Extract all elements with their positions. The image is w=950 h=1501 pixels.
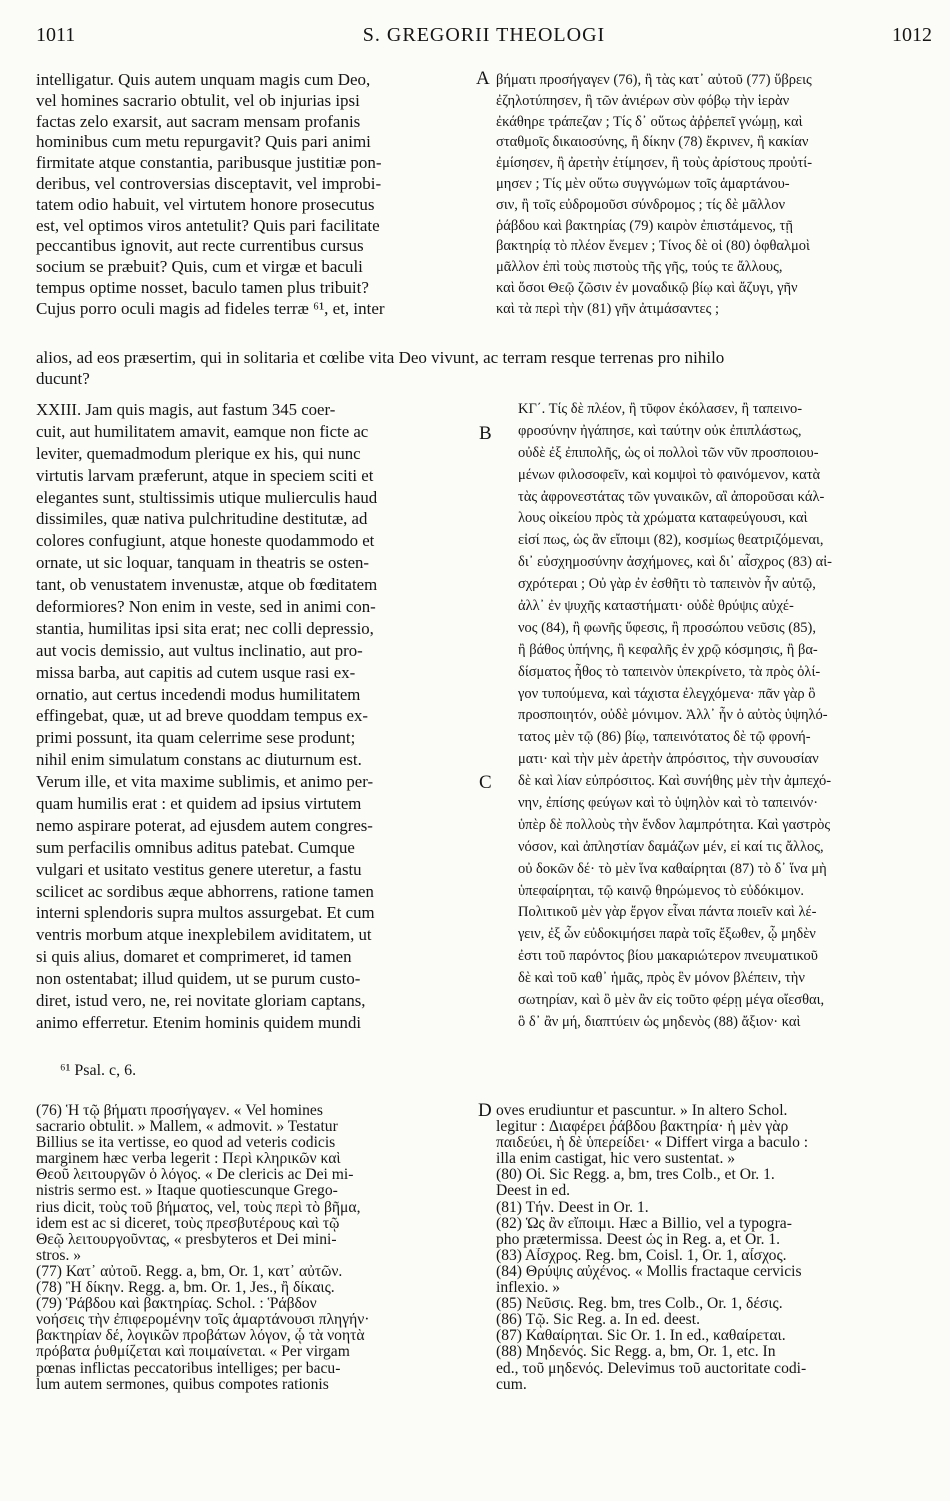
text-line: μένων φιλοσοφεῖν, καὶ κομψοὶ τὸ φαινόμενον, κατὰ bbox=[518, 466, 821, 483]
text-line: tempus optime nosset, baculo tamen plus tribuit? bbox=[36, 277, 369, 297]
text-line: οὐδὲ ἐξ ἐπιπολῆς, ὡς οἱ πολλοὶ τῶν νῦν προσποιου- bbox=[518, 444, 819, 461]
text-line: ornatio, aut certus incedendi modus humilitatem bbox=[36, 684, 361, 704]
page-number-right: 1012 bbox=[892, 24, 932, 46]
note-line: idem est ac si diceret, τοὺς πρεσβυτέρους καὶ τῷ bbox=[36, 1215, 340, 1232]
note-line: (78) Ἢ δίκην. Regg. a, bm. Or. 1, Jes., ἢ δίκαις. bbox=[36, 1280, 335, 1297]
text-line: Cujus porro oculi magis ad fideles terræ ⁶¹, et, inter bbox=[36, 298, 385, 318]
text-line: nihil enim simulatum constans ac diuturnum est. bbox=[36, 750, 362, 770]
text-line: firmitate atque constantia, paribusque justitiæ pon- bbox=[36, 153, 382, 173]
section-marker-a: A bbox=[476, 68, 490, 89]
note-line: sacrario obtulit. » Mallem, « admovit. » Testatur bbox=[36, 1119, 338, 1136]
text-line: καὶ τὰ περὶ τὴν (81) γῆν ἀτιμάσαντες ; bbox=[496, 300, 720, 317]
text-line: δι᾽ εὐσχημοσύνην ἀσχήμονες, καὶ δι᾽ αἶσχρος (83) αἰ- bbox=[518, 554, 832, 571]
footnote-61: ⁶¹ Psal. c, 6. bbox=[60, 1062, 137, 1079]
text-line: γον τυπούμενα, καὶ τάχιστα ἐλεγχόμενα· πᾶν γὰρ ὃ bbox=[518, 685, 816, 702]
note-line: πρόβατα ῥυθμίζεται καὶ ποιμαίνεται. « Per virgam bbox=[36, 1344, 350, 1361]
text-line: δίσματος ἦθος τὸ ταπεινὸν ὑπεκρίνετο, τὰ πρὸς ὀλί- bbox=[518, 663, 821, 680]
text-line: ἐκάθηρε τράπεζαν ; Τίς δ᾽ οὕτως ἀῤῥεπεῖ γνώμῃ, καὶ bbox=[496, 113, 803, 130]
text-line: interni splendoris supra multos assurgebat. Et cum bbox=[36, 903, 375, 923]
text-line: hominibus cum metu repurgavit? Quis pari animi bbox=[36, 132, 371, 152]
text-line: missa barba, aut capitis ad cutem usque rasi ex- bbox=[36, 662, 356, 682]
text-line: ὑπὲρ δὲ πολλοὺς τὴν ἔνδον λαμπρότητα. Καὶ γαστρὸς bbox=[518, 816, 831, 833]
note-line: Deest in ed. bbox=[496, 1183, 571, 1200]
note-line: illa enim castigat, hic vero sustentat. » bbox=[496, 1151, 736, 1168]
text-line: animo efferretur. Etenim hominis quidem mundi bbox=[36, 1012, 361, 1032]
text-line: σταθμοῖς δικαιοσύνης, ἢ δίκην (78) ἔκρινεν, ἢ κακίαν bbox=[496, 134, 809, 151]
note-line: παιδεύει, ἡ δὲ ὑπερείδει· « Differt virga a baculo : bbox=[496, 1135, 809, 1152]
section-marker-d: D bbox=[478, 1100, 492, 1121]
text-line: cuit, aut humilitatem amavit, eamque non ficte ac bbox=[36, 421, 369, 441]
text-line: ornate, ut sic loquar, tanquam in theatris se osten- bbox=[36, 553, 369, 573]
text-line: tant, ob venustatem invenustæ, atque ob fœditatem bbox=[36, 575, 378, 595]
text-line: ῥάβδου καὶ βακτηρίας (79) καιρὸν ἐπιστάμενος, τῇ bbox=[496, 217, 793, 234]
text-line: λους οἰκείου πρὸς τὰ χρώματα καταφεύγουσι, καὶ bbox=[518, 510, 808, 527]
text-line: sum perfacilis omnibus aditus patebat. Cumque bbox=[36, 837, 355, 857]
note-line: rius dicit, τοὺς τοῦ βήματος, vel, τοὺς περὶ τὸ βῆμα, bbox=[36, 1199, 361, 1216]
text-line: ventris morbum atque inexplebilem aviditatem, ut bbox=[36, 925, 372, 945]
text-line: ducunt? bbox=[36, 368, 90, 388]
note-line: (83) Αἶσχρος. Reg. bm, Coisl. 1, Or. 1, αἶσχος. bbox=[496, 1247, 787, 1264]
text-line: tatem odio habuit, vel virtutem honore prosecutus bbox=[36, 194, 375, 214]
text-line: quam humilis erat : et quidem ad ipsius virtutem bbox=[36, 794, 362, 814]
text-line: si quis alius, domaret et comprimeret, id tamen bbox=[36, 947, 352, 967]
text-line: δὲ καὶ λίαν εὐπρόσιτος. Καὶ συνήθης μὲν τὴν ἀμπεχό- bbox=[518, 773, 832, 790]
text-line: deribus, vel controversias disceptavit, vel improbi- bbox=[36, 173, 382, 193]
note-line: ed., τοῦ μηδενός. Delevimus τοῦ auctoritate codi- bbox=[496, 1360, 807, 1377]
notes-left-column bbox=[36, 1103, 473, 1393]
note-line: cum. bbox=[496, 1376, 527, 1393]
text-line: socium se præbuit? Quis, cum et virgæ et baculi bbox=[36, 257, 363, 277]
text-line: ἀλλ᾽ ἐν ψυχῆς καταστήματι· οὐδὲ θρύψις αὐχέ- bbox=[518, 598, 794, 615]
section-marker-c: C bbox=[479, 772, 492, 793]
note-line: pho prætermissa. Deest ὡς in Reg. a, et Or. 1. bbox=[496, 1231, 781, 1248]
text-line: νην, ἐπίσης φεύγων καὶ τὸ ὑψηλὸν καὶ τὸ ταπεινόν· bbox=[518, 795, 819, 812]
latin-full-width-text bbox=[36, 348, 936, 390]
text-line: μᾶλλον ἐπὶ τοὺς πιστοὺς τῆς γῆς, τούς τε ἄλλους, bbox=[496, 259, 783, 276]
note-line: (86) Τῷ. Sic Reg. a. In ed. deest. bbox=[496, 1312, 700, 1329]
text-line: intelligatur. Quis autem unquam magis cum Deo, bbox=[36, 70, 371, 89]
text-line: alios, ad eos præsertim, qui in solitaria et cœlibe vita Deo vivunt, ac terram resque terrenas pro nihilo bbox=[36, 348, 725, 367]
note-line: lum autem sermones, quibus compotes rationis bbox=[36, 1376, 329, 1393]
text-line: νόσον, καὶ ἀπληστίαν δαμάζων μέν, εἰ καί τις ἄλλος, bbox=[518, 838, 824, 855]
text-line: factas zelo exarsit, aut sacram mensam profanis bbox=[36, 111, 361, 131]
text-line: est, vel optimos viros antetulit? Quis pari facilitate bbox=[36, 215, 380, 235]
text-line: σιν, ἢ τοῖς εὐδρομοῦσι σύνδρομος ; τίς δὲ μᾶλλον bbox=[496, 196, 786, 213]
text-line: σχρότεραι ; Οὐ γὰρ ἐν ἐσθῆτι τὸ ταπεινὸν ἦν αὐτῷ, bbox=[518, 576, 816, 593]
note-line: (76) Ἡ τῷ βήματι προσήγαγεν. « Vel homines bbox=[36, 1103, 323, 1119]
note-line: (81) Τήν. Deest in Or. 1. bbox=[496, 1199, 649, 1216]
section-marker-b: B bbox=[479, 423, 492, 444]
text-line: scilicet ac sordibus æque abhorrens, ratione tamen bbox=[36, 881, 374, 901]
text-line: βήματι προσήγαγεν (76), ἢ τὰς κατ᾽ αὐτοῦ (77) ὕβρεις bbox=[496, 72, 812, 88]
text-line: Verum ille, et vita maxime sublimis, et animo per- bbox=[36, 772, 374, 792]
text-line: ἐστι τοῦ παρόντος βίου μακαριώτερον πνευματικοῦ bbox=[518, 948, 818, 965]
text-line: ματι· καὶ τὴν μὲν ἀρετὴν ἀπρόσιτος, τὴν συνουσίαν bbox=[518, 751, 819, 768]
text-line: καὶ ὅσοι Θεῷ ζῶσιν ἐν μοναδικῷ βίῳ καὶ ἄζυγι, γῆν bbox=[496, 279, 798, 296]
note-line: stros. » bbox=[36, 1247, 82, 1264]
note-line: Billius se ita vertisse, eo quod ad veteris codicis bbox=[36, 1135, 336, 1152]
text-line: δὲ καὶ τοῦ καθ᾽ ἡμᾶς, πρὸς ἓν μόνον βλέπειν, τὴν bbox=[518, 970, 805, 987]
text-line: μησεν ; Τίς μὲν οὕτω συγγνώμων τοῖς ἁμαρτάνου- bbox=[496, 175, 790, 192]
text-line: τὰς ἀφρονεστάτας τῶν γυναικῶν, αἳ ἀποροῦσαι κάλ- bbox=[518, 488, 825, 505]
text-line: dissimiles, quæ nativa pulchritudine destitutæ, ad bbox=[36, 509, 368, 529]
text-line: diret, istud vero, ne, rei novitate gloriam captans, bbox=[36, 991, 366, 1011]
running-header bbox=[36, 20, 932, 50]
note-line: nistris sermo est. » Itaque quotiescunque Grego- bbox=[36, 1183, 338, 1200]
greek-column-a bbox=[496, 70, 936, 320]
text-line: nemo aspirare poterat, ad ejusdem autem congres- bbox=[36, 815, 373, 835]
note-line: (84) Θρύψις αὐχένος. « Mollis fractaque cervicis bbox=[496, 1263, 802, 1280]
text-line: βακτηρίᾳ τὸ πλέον ἔνεμεν ; Τίνος δὲ οἱ (80) ὀφθαλμοὶ bbox=[496, 238, 810, 255]
note-line: Θεοῦ λειτουργῶν ὁ λόγος. « De clericis ac Dei mi- bbox=[36, 1167, 354, 1184]
note-line: oves erudiuntur et pascuntur. » In altero Schol. bbox=[496, 1103, 788, 1119]
running-title: S. GREGORII THEOLOGI bbox=[362, 24, 606, 46]
text-line: leviter, quemadmodum plerique ex his, qui nunc bbox=[36, 443, 361, 463]
latin-column-b bbox=[36, 399, 473, 1034]
text-line: ΚΓ΄. Τίς δὲ πλέον, ἢ τῦφον ἐκόλασεν, ἢ ταπεινο- bbox=[518, 401, 803, 417]
text-line: vulgari et usitato vestitus genere uteretur, a fastu bbox=[36, 859, 362, 879]
note-line: Θεῷ λειτουργοῦντας, « presbyteros et Dei mini- bbox=[36, 1231, 337, 1248]
latin-column-a bbox=[36, 70, 473, 320]
note-line: (85) Νεῦσις. Reg. bm, tres Colb., Or. 1, δέσις. bbox=[496, 1296, 783, 1313]
notes-right-column bbox=[496, 1103, 936, 1393]
text-line: elegantes sunt, stultissimis utique mulierculis haud bbox=[36, 487, 378, 507]
note-line: (87) Καθαίρηται. Sic Or. 1. In ed., καθαίρεται. bbox=[496, 1328, 786, 1345]
text-line: XXIII. Jam quis magis, aut fastum 345 coer- bbox=[36, 400, 336, 419]
page-number-left: 1011 bbox=[36, 24, 76, 46]
text-line: ὃ δ᾽ ἂν μή, διαπτύειν ὡς μηδενὸς (88) ἄξιον· καὶ bbox=[518, 1013, 801, 1030]
text-line: virtutis larvam præferunt, atque in speciem sciti et bbox=[36, 465, 374, 485]
text-line: νος (84), ἢ φωνῆς ὕφεσις, ἢ προσώπου νεῦσις (85), bbox=[518, 619, 816, 636]
text-line: εἰσί πως, ὡς ἂν εἴποιμι (82), κοσμίως θεατριζόμεναι, bbox=[518, 532, 824, 549]
text-line: τατος μὲν τῷ (86) βίῳ, ταπεινότατος δὲ τῷ φρονή- bbox=[518, 729, 811, 746]
text-line: aut vocis demissio, aut vultus inclinatio, aut pro- bbox=[36, 640, 363, 660]
note-line: (79) Ῥάβδου καὶ βακτηρίας. Schol. : Ῥάβδον bbox=[36, 1296, 317, 1313]
text-line: σωτηρίαν, καὶ ὃ μὲν ἂν εἰς τοῦτο φέρῃ μέγα οἴεσθαι, bbox=[518, 992, 825, 1009]
text-line: colores confugiunt, atque honeste quodammodo et bbox=[36, 531, 375, 551]
text-line: ἐμίσησεν, ἢ ἀρετὴν ἐτίμησεν, ἢ τοὺς ἀρίστους προὐτί- bbox=[496, 155, 813, 172]
note-line: pœnas inflictas peccatoribus intelliges; per bacu- bbox=[36, 1360, 341, 1377]
note-line: marginem hæc verba legerit : Περὶ κληρικῶν καὶ bbox=[36, 1151, 341, 1168]
text-line: ἢ βάθος ὑπήνης, ἢ κεφαλῆς ἐν χρῷ κόσμησις, ἢ βα- bbox=[518, 641, 818, 658]
note-line: νοήσεις τὴν ἐπιφερομένην τοῖς ἁμαρτάνουσι πληγήν· bbox=[36, 1312, 370, 1329]
note-line: (77) Κατ᾽ αὐτοῦ. Regg. a, bm, Or. 1, κατ᾽ αὐτῶν. bbox=[36, 1263, 343, 1280]
greek-column-b bbox=[518, 399, 936, 1034]
text-line: Πολιτικοῦ μὲν γὰρ ἔργον εἶναι πάντα ποιεῖν καὶ λέ- bbox=[518, 904, 817, 921]
note-line: (82) Ὡς ἂν εἴποιμι. Hæc a Billio, vel a typogra- bbox=[496, 1215, 792, 1232]
text-line: effingebat, quæ, ut ad breve quoddam tempus ex- bbox=[36, 706, 368, 726]
text-line: deformiores? Non enim in veste, sed in animi con- bbox=[36, 597, 376, 617]
text-line: ὑπεφαίρηται, τῷ καινῷ θηρώμενος τὸ εὐδόκιμον. bbox=[518, 882, 805, 899]
text-line: primi possunt, ita quam celerrime sese produnt; bbox=[36, 728, 356, 748]
text-line: peccantibus ignovit, aut recte currentibus cursus bbox=[36, 236, 364, 256]
text-line: stantia, humilitas ipsi sita erat; nec colli depressio, bbox=[36, 618, 374, 638]
note-line: (88) Μηδενός. Sic Regg. a, bm, Or. 1, etc. In bbox=[496, 1344, 776, 1361]
text-line: φροσύνην ἠγάπησε, καὶ ταύτην οὐκ ἐπιπλάστως, bbox=[518, 422, 802, 439]
text-line: non ostentabat; illud quidem, ut se purum custo- bbox=[36, 969, 361, 989]
text-line: vel homines sacrario obtulit, vel ob injurias ipsi bbox=[36, 90, 360, 110]
note-line: inflexio. » bbox=[496, 1280, 561, 1297]
note-line: legitur : Διαφέρει ῥάβδου βακτηρία· ἡ μὲν γὰρ bbox=[496, 1119, 789, 1136]
text-line: οὐ δοκῶν δέ· τὸ μὲν ἵνα καθαίρηται (87) τὸ δ᾽ ἵνα μὴ bbox=[518, 860, 827, 877]
text-line: προσποιητόν, οὐδὲ μόνιμον. Ἀλλ᾽ ἦν ὁ αὐτὸς ὑψηλό- bbox=[518, 707, 828, 724]
text-line: ἐζηλοτύπησεν, ἢ τῶν ἀνιέρων σὺν φόβῳ τὴν ἱερὰν bbox=[496, 92, 790, 109]
note-line: βακτηρίαν δέ, λογικῶν προβάτων λόγον, ᾧ τὰ νοητὰ bbox=[36, 1328, 365, 1345]
note-line: (80) Οἱ. Sic Regg. a, bm, tres Colb., et Or. 1. bbox=[496, 1167, 775, 1184]
text-line: γειν, ἐξ ὧν εὐδοκιμήσει παρὰ τοῖς ἔξωθεν, ᾧ μηδὲν bbox=[518, 926, 816, 943]
